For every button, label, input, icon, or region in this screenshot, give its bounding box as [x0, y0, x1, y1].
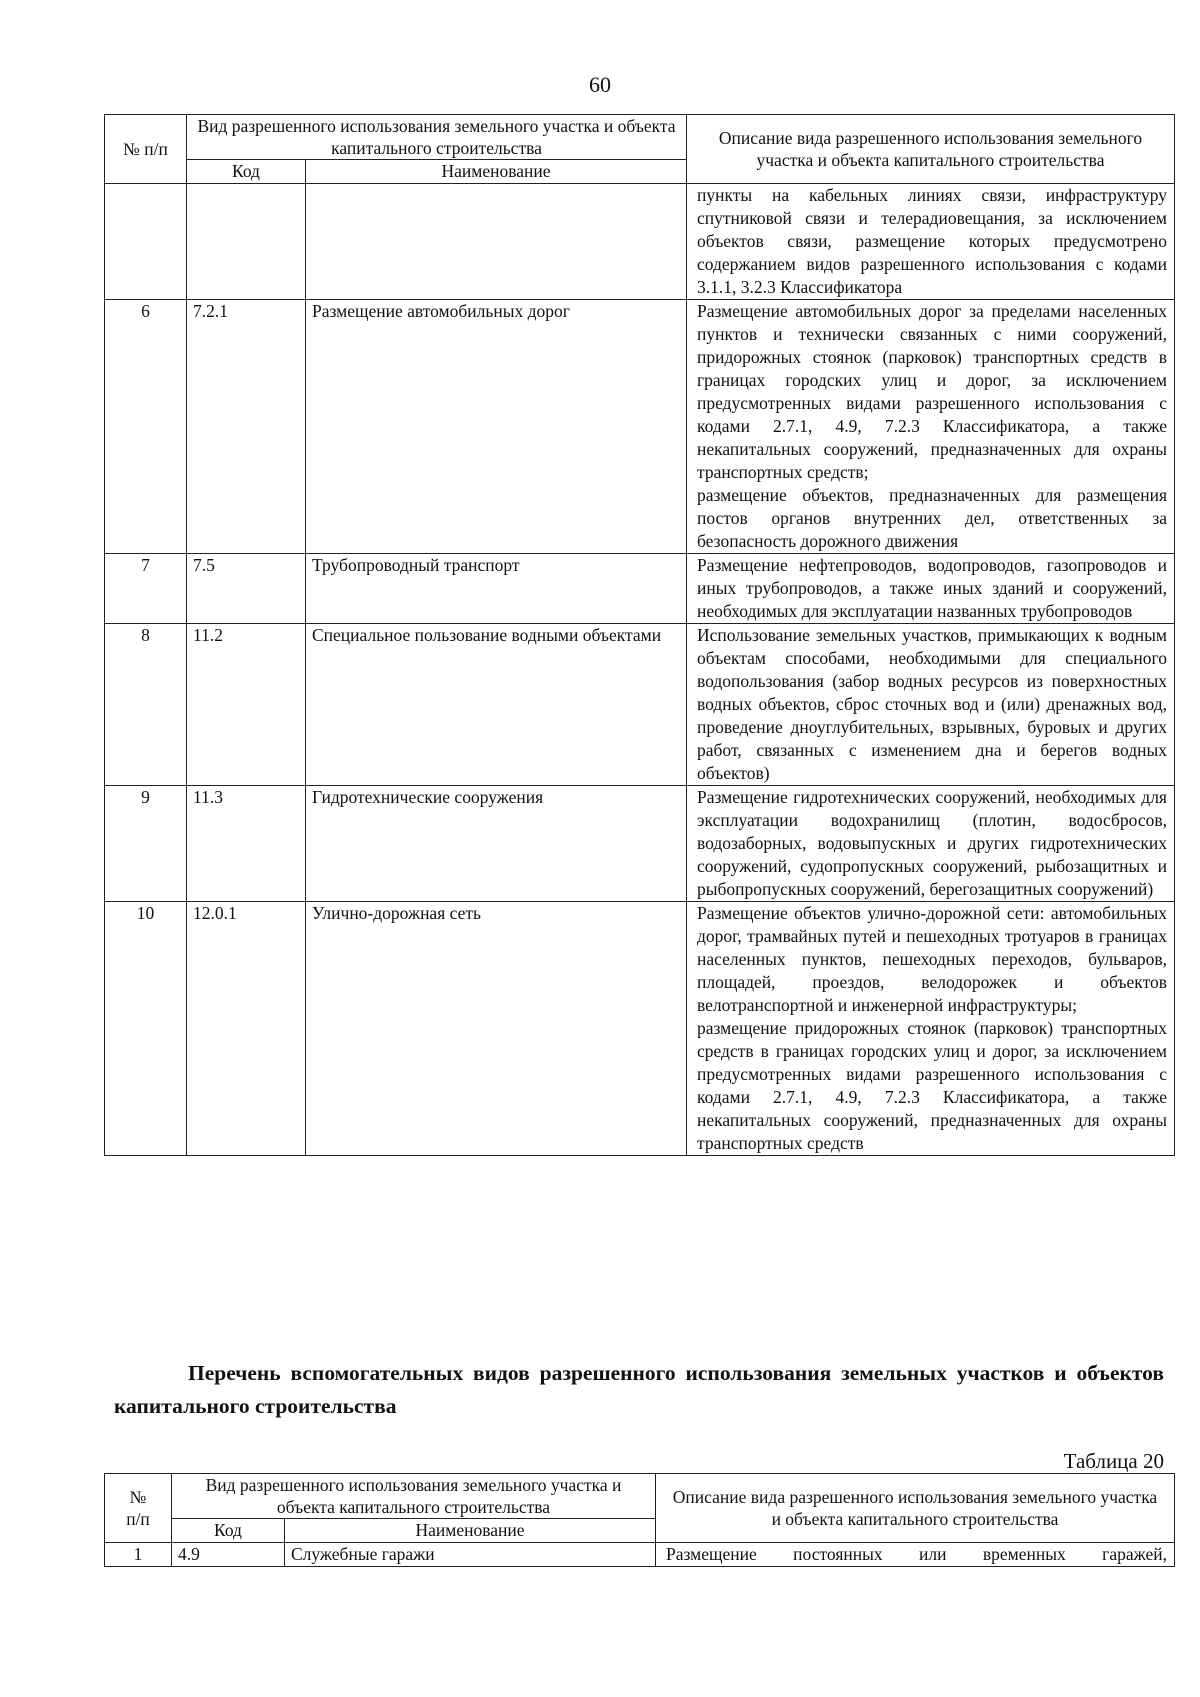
- cell-description: [687, 624, 1175, 786]
- table-row: [105, 902, 1175, 1156]
- header-name: Наименование: [306, 160, 687, 184]
- cell-code: [187, 184, 306, 300]
- description-paragraph: пункты на кабельных линиях связи, инфраструктуру спутниковой связи и телерадиовещания, за исключением объектов связи, размещение которых предусмотрено содержанием видов разрешенного использования с кодами 3.1.1, 3.2.3 Классификатора: [697, 185, 1167, 297]
- cell-description: [687, 300, 1175, 554]
- description-paragraph: размещение объектов, предназначенных для размещения постов органов внутренних дел, ответственных за безопасность дорожного движения: [697, 485, 1167, 551]
- header-group: Вид разрешенного использования земельного участка и объекта капитального строительства: [172, 1474, 656, 1519]
- cell-num: 6: [105, 300, 187, 554]
- cell-name: Размещение автомобильных дорог: [306, 300, 687, 554]
- cell-code: 11.3: [187, 786, 306, 902]
- cell-description: [656, 1543, 1175, 1567]
- cell-code: 12.0.1: [187, 902, 306, 1156]
- description-paragraph: Размещение объектов улично-дорожной сети: автомобильных дорог, трамвайных путей и пешеходных тротуаров в границах населенных пунктов, пешеходных переходов, бульваров, площадей, проездов, велодорожек и объектов велотранспортной и инженерной инфраструктуры;: [697, 903, 1167, 1015]
- header-num: № п/п: [105, 1474, 172, 1543]
- table-row: [105, 786, 1175, 902]
- table-row: [105, 300, 1175, 554]
- description-paragraph: Использование земельных участков, примыкающих к водным объектам способами, необходимыми для специального водопользования (забор водных ресурсов из поверхностных водных объектов, сброс сточных вод и (или) дренажных вод, проведение дноуглубительных, взрывных, буровых и других работ, связанных с изменением дна и берегов водных объектов): [697, 625, 1167, 783]
- table-row: [105, 624, 1175, 786]
- header-description: Описание вида разрешенного использования земельного участка и объекта капитального строительства: [656, 1474, 1175, 1543]
- cell-name: [306, 184, 687, 300]
- header-row: [105, 115, 1175, 160]
- description-paragraph: размещение придорожных стоянок (парковок) транспортных средств в границах городских улиц и дорог, за исключением предусмотренных видами разрешенного использования с кодами 2.7.1, 4.9, 7.2.3 Классификатора, а также некапитальных сооружений, предназначенных для охраны транспортных средств: [697, 1018, 1167, 1153]
- header-num: № п/п: [105, 115, 187, 184]
- table-row: [105, 1543, 1175, 1567]
- cell-description: [687, 184, 1175, 300]
- permitted-use-table: [104, 114, 1175, 1156]
- table-row-continuation: [105, 184, 1175, 300]
- table-label: Таблица 20: [1063, 1449, 1164, 1473]
- auxiliary-use-table: [104, 1473, 1175, 1567]
- page-number: 60: [589, 72, 611, 97]
- cell-name: Трубопроводный транспорт: [306, 554, 687, 624]
- cell-num: 1: [105, 1543, 172, 1567]
- cell-num: 7: [105, 554, 187, 624]
- description-paragraph: Размещение нефтепроводов, водопроводов, газопроводов и иных трубопроводов, а также иных зданий и сооружений, необходимых для эксплуатации названных трубопроводов: [697, 555, 1167, 621]
- cell-num: 9: [105, 786, 187, 902]
- cell-description: [687, 902, 1175, 1156]
- header-name: Наименование: [285, 1519, 656, 1543]
- cell-code: 4.9: [172, 1543, 285, 1567]
- header-description: Описание вида разрешенного использования земельного участка и объекта капитального строительства: [687, 115, 1175, 184]
- description-paragraph: Размещение гидротехнических сооружений, необходимых для эксплуатации водохранилищ (плотин, водосбросов, водозаборных, водовыпускных и других гидротехнических сооружений, судопропускных сооружений, рыбозащитных и рыбопропускных сооружений, берегозащитных сооружений): [697, 787, 1167, 899]
- section-heading: Перечень вспомогательных видов разрешенного использования земельных участков и объектов капитального строительства: [114, 1361, 1164, 1418]
- cell-name: Служебные гаражи: [285, 1543, 656, 1567]
- header-code: Код: [187, 160, 306, 184]
- cell-num: 10: [105, 902, 187, 1156]
- cell-code: 11.2: [187, 624, 306, 786]
- cell-name: Специальное пользование водными объектами: [306, 624, 687, 786]
- description-paragraph: Размещение автомобильных дорог за пределами населенных пунктов и технически связанных с ними сооружений, придорожных стоянок (парковок) транспортных средств в границах городских улиц и дорог, за исключением предусмотренных видами разрешенного использования с кодами 2.7.1, 4.9, 7.2.3 Классификатора, а также некапитальных сооружений, предназначенных для охраны транспортных средств;: [697, 301, 1167, 482]
- header-row: [105, 1474, 1175, 1519]
- description-paragraph: Размещение постоянных или временных гаражей,: [666, 1544, 1167, 1564]
- cell-code: 7.5: [187, 554, 306, 624]
- header-code: Код: [172, 1519, 285, 1543]
- cell-num: [105, 184, 187, 300]
- header-group: Вид разрешенного использования земельного участка и объекта капитального строительства: [187, 115, 687, 160]
- cell-description: [687, 554, 1175, 624]
- cell-name: Улично-дорожная сеть: [306, 902, 687, 1156]
- cell-description: [687, 786, 1175, 902]
- table-row: [105, 554, 1175, 624]
- cell-num: 8: [105, 624, 187, 786]
- cell-code: 7.2.1: [187, 300, 306, 554]
- cell-name: Гидротехнические сооружения: [306, 786, 687, 902]
